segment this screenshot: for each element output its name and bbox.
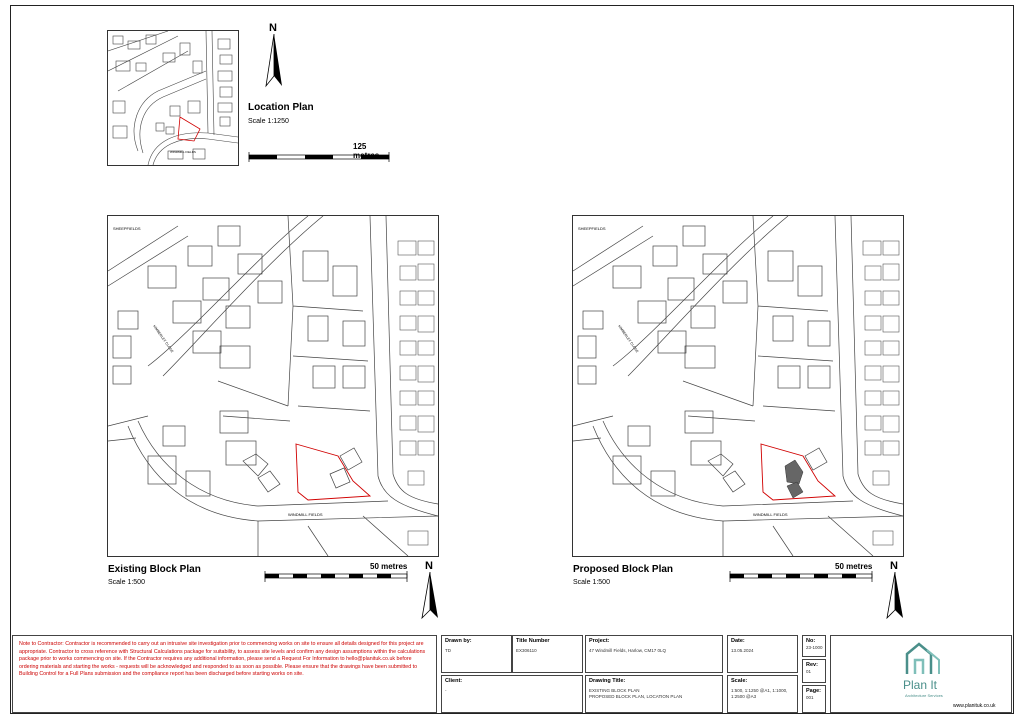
- proposed-scalebar: [729, 562, 875, 586]
- scale-label: Scale:: [731, 678, 748, 684]
- north-label: N: [425, 560, 433, 572]
- north-arrow-icon: [883, 572, 907, 622]
- location-road-label: WINDMILL FIELDS: [170, 150, 196, 154]
- client-label: Client:: [445, 678, 463, 684]
- page-label: Page:: [806, 688, 821, 694]
- client-cell: [441, 675, 583, 713]
- logo-cell: [830, 635, 1012, 713]
- location-scalebar: [248, 142, 390, 164]
- date-label: Date:: [731, 638, 745, 644]
- existing-scalebar-label: 50 metres: [370, 562, 408, 571]
- project-cell: [585, 635, 723, 673]
- existing-block-plan-map: [107, 215, 439, 557]
- proposed-road-label-2: SHEEPFIELDS: [578, 226, 606, 231]
- existing-scalebar: [264, 562, 410, 586]
- north-arrow-icon: [418, 572, 442, 622]
- no-cell: [802, 635, 826, 657]
- existing-plan-scale: Scale 1:500: [108, 579, 145, 586]
- existing-plan-title: Existing Block Plan: [108, 564, 201, 575]
- contractor-note: [12, 635, 437, 713]
- page-value: 001: [806, 695, 814, 700]
- rev-cell: [802, 659, 826, 683]
- title-number-cell: [512, 635, 583, 673]
- location-plan-title: Location Plan: [248, 102, 314, 113]
- north-label: N: [269, 22, 277, 34]
- client-value: -: [445, 688, 447, 693]
- drawing-title-line-2: PROPOSED BLOCK PLAN, LOCATION PLAN: [589, 694, 683, 699]
- north-arrow-icon: [262, 34, 286, 90]
- proposed-scalebar-label: 50 metres: [835, 562, 873, 571]
- no-value: 23-1000: [806, 645, 823, 650]
- scale-line-1: 1:500, 1:1250 @A1, 1:1000,: [731, 688, 788, 693]
- location-plan-scale: Scale 1:1250: [248, 118, 289, 125]
- existing-road-label-2: SHEEPFIELDS: [113, 226, 141, 231]
- proposed-extension: [785, 460, 803, 484]
- north-label: N: [890, 560, 898, 572]
- existing-road-label-3: KIMBERLEY CLOSE: [152, 324, 175, 354]
- drawn-by-value: TD: [445, 648, 451, 653]
- drawing-title-cell: [585, 675, 723, 713]
- project-value: 47 Windmill Fields, Harlow, CM17 0LQ: [589, 648, 667, 653]
- proposed-north-arrow: [883, 560, 907, 627]
- scale-cell: [727, 675, 798, 713]
- location-plan-map: [107, 30, 239, 166]
- scale-line-2: 1:2500 @A3: [731, 694, 757, 699]
- drawing-title-line-1: EXISTING BLOCK PLAN: [589, 688, 640, 693]
- proposed-block-plan-map: [572, 215, 904, 557]
- proposed-plan-scale: Scale 1:500: [573, 579, 610, 586]
- rev-label: Rev:: [806, 662, 818, 668]
- drawn-by-label: Drawn by:: [445, 638, 472, 644]
- date-cell: [727, 635, 798, 673]
- proposed-road-label: WINDMILL FIELDS: [753, 512, 788, 517]
- rev-value: 01: [806, 669, 812, 674]
- date-value: 13.05.2024: [731, 648, 754, 653]
- drawn-by-cell: [441, 635, 512, 673]
- existing-north-arrow: [418, 560, 442, 627]
- website-url: www.planituk.co.uk: [953, 703, 996, 709]
- title-number-value: EX306110: [516, 648, 537, 653]
- logo-text: Plan It: [903, 678, 938, 692]
- existing-road-label: WINDMILL FIELDS: [288, 512, 323, 517]
- contractor-note-text: Note to Contractor: Contractor is recommended to carry out an intrusive site investigation prior to commencing works on site to ensure all details designed for this project are appropriate. Contractor to cross reference with Structural Calculations package for suitability, to assess site levels and confirm any design assumptions within the calculations package prior to works commencing on site. If the Contractor requires any additional information, please send a Request For Information to hello@planituk.co.uk before ordering materials and starting the works - requests will be acknowledged and responded to as soon as possible. Please ensure that the drawings have been submitted to Building Control for a Full Plans submission and the compliance report has been discharged before starting works on site.: [19, 641, 426, 678]
- no-label: No:: [806, 638, 816, 644]
- project-label: Project:: [589, 638, 610, 644]
- location-north-arrow: [262, 22, 286, 95]
- logo-subtitle: Architecture Services: [905, 693, 943, 698]
- page-cell: [802, 685, 826, 713]
- proposed-plan-title: Proposed Block Plan: [573, 564, 674, 575]
- proposed-road-label-3: KIMBERLEY CLOSE: [617, 324, 640, 354]
- title-number-label: Title Number: [516, 638, 550, 644]
- drawing-title-label: Drawing Title:: [589, 678, 626, 684]
- house-logo-icon: [903, 640, 943, 676]
- location-scalebar-label: 125 metres: [353, 142, 380, 160]
